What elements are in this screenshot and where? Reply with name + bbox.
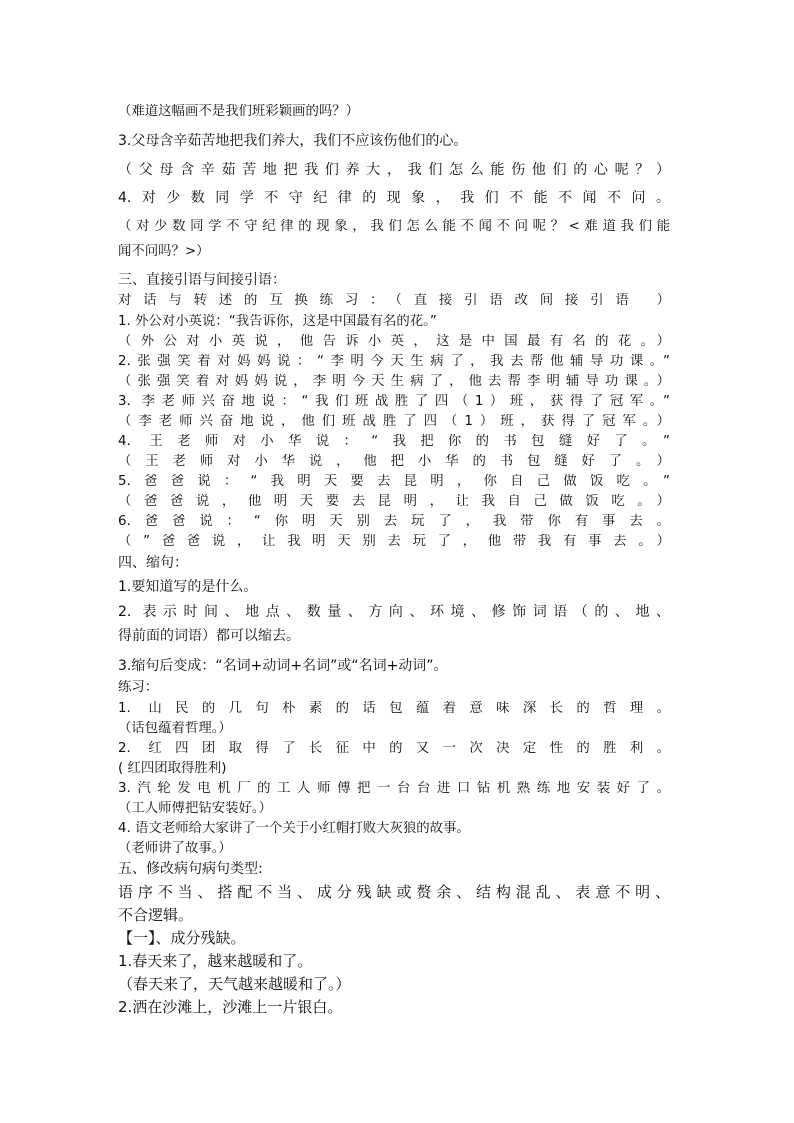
text-line: （李老师兴奋地说，他们班战胜了四（1）班，获得了冠军。） [118,414,670,429]
text-line: （外公对小英说，他告诉小英，这是中国最有名的花。） [118,334,670,349]
text-line: ( 红四团取得胜利) [118,761,227,776]
text-line: （”爸爸说，让我明天别去玩了，他带我有事去。） [118,534,670,549]
text-line: 6.爸爸说：“你明天别去玩了，我带你有事去。 [118,514,670,529]
text-line: 2. 表示时间、地点、数量、方向、环境、修饰词语（的、地、 [118,604,670,620]
text-line: 3. 李老师兴奋地说：“我们班战胜了四（1）班，获得了冠军。” [118,394,670,409]
text-line: 闻不问吗？>） [118,244,210,259]
text-line: 1.要知道写的是什么。 [118,579,258,595]
text-line: 4. 王老师对小华说：“我把你的书包缝好了。” [118,434,670,449]
text-line: （难道这幅画不是我们班彩颖画的吗？） [118,104,360,119]
text-line: 3.缩句后变成：“名词+动词+名词”或“名词+动词”。 [118,658,448,674]
text-line: 4. 语文老师给大家讲了一个关于小红帽打败大灰狼的故事。 [118,821,470,836]
text-line: 语序不当、搭配不当、成分残缺或赘余、结构混乱、表意不明、 [118,884,670,901]
section-heading: 三、直接引语与间接引语： [118,272,286,288]
subsection-heading: 【一】、成分残缺。 [118,930,246,947]
text-line: 1. 山民的几句朴素的话包蕴着意味深长的哲理。 [118,701,670,716]
text-line: 4.对少数同学不守纪律的现象，我们不能不闻不问。 [118,190,670,206]
text-line: （王老师对小华说，他把小华的书包缝好了。） [118,454,670,469]
text-line: 3.汽轮发电机厂的工人师傅把一台台进口钻机熟练地安装好了。 [118,781,670,796]
text-line: （工人师傅把钻安装好。） [118,801,272,816]
text-line: 2.洒在沙滩上，沙滩上一片银白。 [118,999,343,1016]
text-line: （父母含辛茹苦地把我们养大，我们怎么能伤他们的心呢？） [118,162,670,178]
text-line: 2.张强笑着对妈妈说：“李明今天生病了，我去帮他辅导功课。” [118,354,670,369]
text-line: （春天来了，天气越来越暖和了。） [118,976,351,993]
text-line: 2. 红四团取得了长征中的又一次决定性的胜利。 [118,741,670,756]
text-line: 3.父母含辛茹苦地把我们养大，我们不应该伤他们的心。 [118,133,468,149]
text-line: 得前面的词语）都可以缩去。 [118,628,300,644]
text-line: 练习： [118,680,159,695]
text-line: 对话与转述的互换练习：（直接引语改间接引语 ） [118,293,670,308]
text-line: 5.爸爸说：“我明天要去昆明，你自己做饭吃。” [118,474,670,489]
text-line: 1. 外公对小英说：“我告诉你，这是中国最有名的花。” [118,314,437,329]
text-line: （老师讲了故事。） [118,841,232,856]
text-line: （爸爸说，他明天要去昆明，让我自己做饭吃。） [118,494,670,509]
text-line: （对少数同学不守纪律的现象，我们怎么能不闻不问呢？<难道我们能 [118,219,670,234]
text-line: 不合逻辑。 [118,907,194,924]
text-line: 1.春天来了，越来越暖和了。 [118,953,313,970]
text-line: （话包蕴着哲理。） [118,721,232,736]
section-heading: 五、修改病句病句类型: [118,861,263,877]
section-heading: 四、缩句： [118,555,188,571]
text-line: （张强笑着对妈妈说，李明今天生病了，他去帮李明辅导功课。） [118,374,670,389]
